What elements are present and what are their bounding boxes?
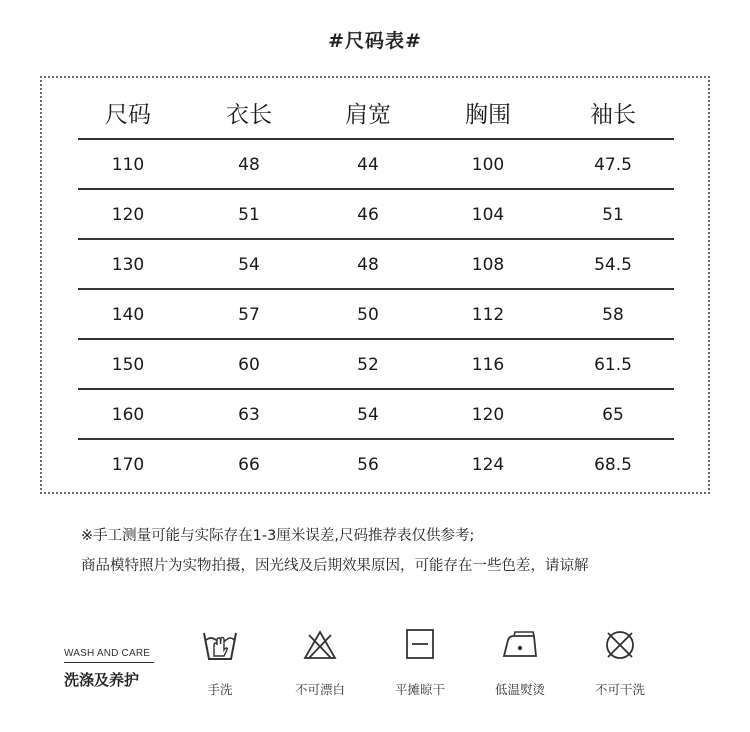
cell-chest: 108 xyxy=(471,255,505,275)
low-iron-icon xyxy=(498,626,542,662)
cell-size: 130 xyxy=(111,255,145,275)
header-shoulder: 肩宽 xyxy=(345,102,391,128)
measurement-note: ※手工测量可能与实际存在1-3厘米误差,尺码推荐表仅供参考; xyxy=(81,528,475,544)
cell-chest: 116 xyxy=(471,355,505,375)
care-label: 不可漂白 xyxy=(294,682,345,697)
table-row xyxy=(78,440,674,490)
care-label: 低温熨烫 xyxy=(494,682,545,697)
table-row xyxy=(78,140,674,190)
wash-care-heading xyxy=(64,648,156,690)
header-size: 尺码 xyxy=(105,102,151,128)
cell-chest: 112 xyxy=(471,305,505,325)
care-label: 不可干洗 xyxy=(594,682,645,697)
cell-chest: 124 xyxy=(471,455,505,475)
cell-shoulder: 54 xyxy=(357,405,379,425)
cell-sleeve: 68.5 xyxy=(594,455,632,475)
cell-length: 66 xyxy=(238,455,260,475)
cell-size: 160 xyxy=(111,405,145,425)
cell-shoulder: 50 xyxy=(357,305,379,325)
care-item-no-dry-clean xyxy=(575,626,665,698)
cell-sleeve: 65 xyxy=(602,405,624,425)
cell-sleeve: 58 xyxy=(602,305,624,325)
color-disclaimer: 商品模特照片为实物拍摄，因光线及后期效果原因，可能存在一些色差，请谅解 xyxy=(81,558,589,574)
page-title: #尺码表# xyxy=(328,30,422,52)
cell-size: 150 xyxy=(111,355,145,375)
cell-sleeve: 61.5 xyxy=(594,355,632,375)
care-label: 平摊晾干 xyxy=(394,682,445,697)
cell-shoulder: 46 xyxy=(357,205,379,225)
care-item-low-iron xyxy=(475,626,565,698)
cell-length: 51 xyxy=(238,205,260,225)
care-item-dry-flat xyxy=(375,626,465,698)
cell-sleeve: 47.5 xyxy=(594,155,632,175)
care-item-no-bleach xyxy=(275,626,365,698)
cell-length: 48 xyxy=(238,155,260,175)
divider xyxy=(64,662,154,663)
table-row xyxy=(78,240,674,290)
cell-shoulder: 56 xyxy=(357,455,379,475)
cell-length: 54 xyxy=(238,255,260,275)
cell-shoulder: 52 xyxy=(357,355,379,375)
header-chest: 胸围 xyxy=(465,102,511,128)
table-row xyxy=(78,340,674,390)
cell-size: 170 xyxy=(111,455,145,475)
cell-shoulder: 44 xyxy=(357,155,379,175)
cell-chest: 100 xyxy=(471,155,505,175)
cell-shoulder: 48 xyxy=(357,255,379,275)
table-row xyxy=(78,290,674,340)
table-row xyxy=(78,190,674,240)
size-table-header xyxy=(78,98,674,140)
care-label: 手洗 xyxy=(207,682,233,697)
no-dry-clean-icon xyxy=(600,626,640,662)
table-row xyxy=(78,390,674,440)
cell-length: 60 xyxy=(238,355,260,375)
wash-care-heading-cn: 洗涤及养护 xyxy=(64,671,140,689)
cell-size: 110 xyxy=(111,155,145,175)
wash-care-heading-en: WASH AND CARE xyxy=(64,648,151,659)
cell-sleeve: 54.5 xyxy=(594,255,632,275)
cell-size: 120 xyxy=(111,205,145,225)
no-bleach-icon xyxy=(300,626,340,662)
dry-flat-icon xyxy=(400,626,440,662)
cell-chest: 104 xyxy=(471,205,505,225)
hand-wash-icon xyxy=(200,626,240,662)
header-sleeve: 袖长 xyxy=(590,102,636,128)
cell-sleeve: 51 xyxy=(602,205,624,225)
cell-length: 63 xyxy=(238,405,260,425)
cell-length: 57 xyxy=(238,305,260,325)
cell-size: 140 xyxy=(111,305,145,325)
header-length: 衣长 xyxy=(226,102,272,128)
care-item-hand-wash xyxy=(175,626,265,698)
cell-chest: 120 xyxy=(471,405,505,425)
